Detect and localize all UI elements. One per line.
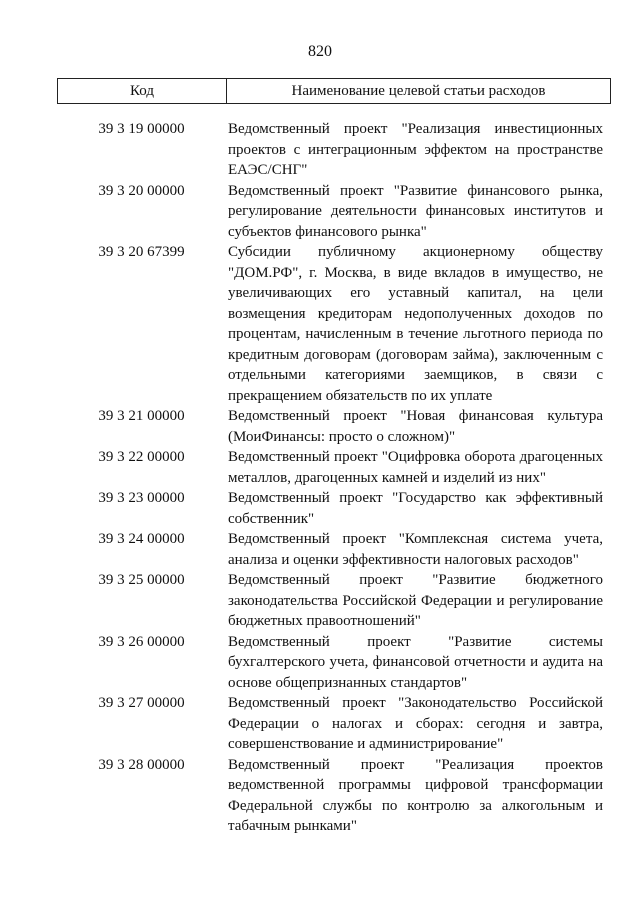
table-row (57, 529, 611, 570)
row-code: 39 3 21 00000 (98, 408, 185, 424)
row-text: Ведомственный проект "Законодательство Российской Федерации о налогах и сборах: сегодня и завтра, совершенствование и администрирование" (228, 695, 603, 752)
page-number: 820 (308, 43, 332, 60)
row-text: Ведомственный проект "Реализация инвестиционных проектов с интеграционным эффектом на пространстве ЕАЭС/СНГ" (228, 121, 603, 178)
header-name: Наименование целевой статьи расходов (291, 83, 546, 99)
table-row (57, 406, 611, 447)
row-text: Ведомственный проект "Государство как эффективный собственник" (228, 490, 603, 527)
row-text: Ведомственный проект "Комплексная система учета, анализа и оценки эффективности налоговых расходов" (228, 531, 603, 568)
row-code: 39 3 20 00000 (98, 182, 185, 199)
row-code: 39 3 26 00000 (98, 633, 185, 650)
table-row (57, 181, 611, 243)
table-row (57, 447, 611, 488)
table-row (57, 488, 611, 529)
table-row (57, 632, 611, 694)
table-row (57, 242, 611, 406)
table-row (57, 119, 611, 181)
row-code: 39 3 28 00000 (98, 756, 185, 773)
table-row (57, 693, 611, 755)
row-text: Ведомственный проект "Оцифровка оборота драгоценных металлов, драгоценных камней и изделий из них" (228, 449, 603, 486)
row-text: Ведомственный проект "Реализация проектов ведомственной программы цифровой трансформации Федеральной службы по контролю за алкогольным и табачным рынками" (228, 756, 603, 834)
row-text: Ведомственный проект "Развитие системы бухгалтерского учета, финансовой отчетности и аудита на основе общепризнанных стандартов" (228, 633, 603, 691)
table-header (57, 78, 611, 104)
row-code: 39 3 24 00000 (98, 531, 185, 547)
row-text: Ведомственный проект "Развитие бюджетного законодательства Российской Федерации и регулирование бюджетных правоотношений" (228, 572, 603, 629)
row-text: Субсидии публичному акционерному обществу "ДОМ.РФ", г. Москва, в виде вкладов в имущество, не увеличивающих его уставный капитал, на цели возмещения кредиторам недополученных доходов по процентам, начисленным в течение льготного периода по кредитным договорам (договорам займа), заключенным с отдельными категориями заемщиков, в связи с прекращением обязательств по их уплате (228, 244, 603, 404)
table-row (57, 755, 611, 837)
row-code: 39 3 22 00000 (98, 449, 185, 465)
header-code: Код (58, 79, 227, 103)
table-row (57, 570, 611, 632)
row-code: 39 3 23 00000 (98, 490, 185, 506)
row-code: 39 3 20 67399 (98, 244, 185, 260)
row-code: 39 3 25 00000 (98, 572, 185, 588)
row-code: 39 3 19 00000 (98, 121, 185, 137)
table-body (57, 119, 611, 837)
row-text: Ведомственный проект "Развитие финансового рынка, регулирование деятельности финансовых институтов и субъектов финансового рынка" (228, 182, 603, 240)
row-code: 39 3 27 00000 (98, 695, 185, 711)
row-text: Ведомственный проект "Новая финансовая культура (МоиФинансы: просто о сложном)" (228, 408, 603, 445)
